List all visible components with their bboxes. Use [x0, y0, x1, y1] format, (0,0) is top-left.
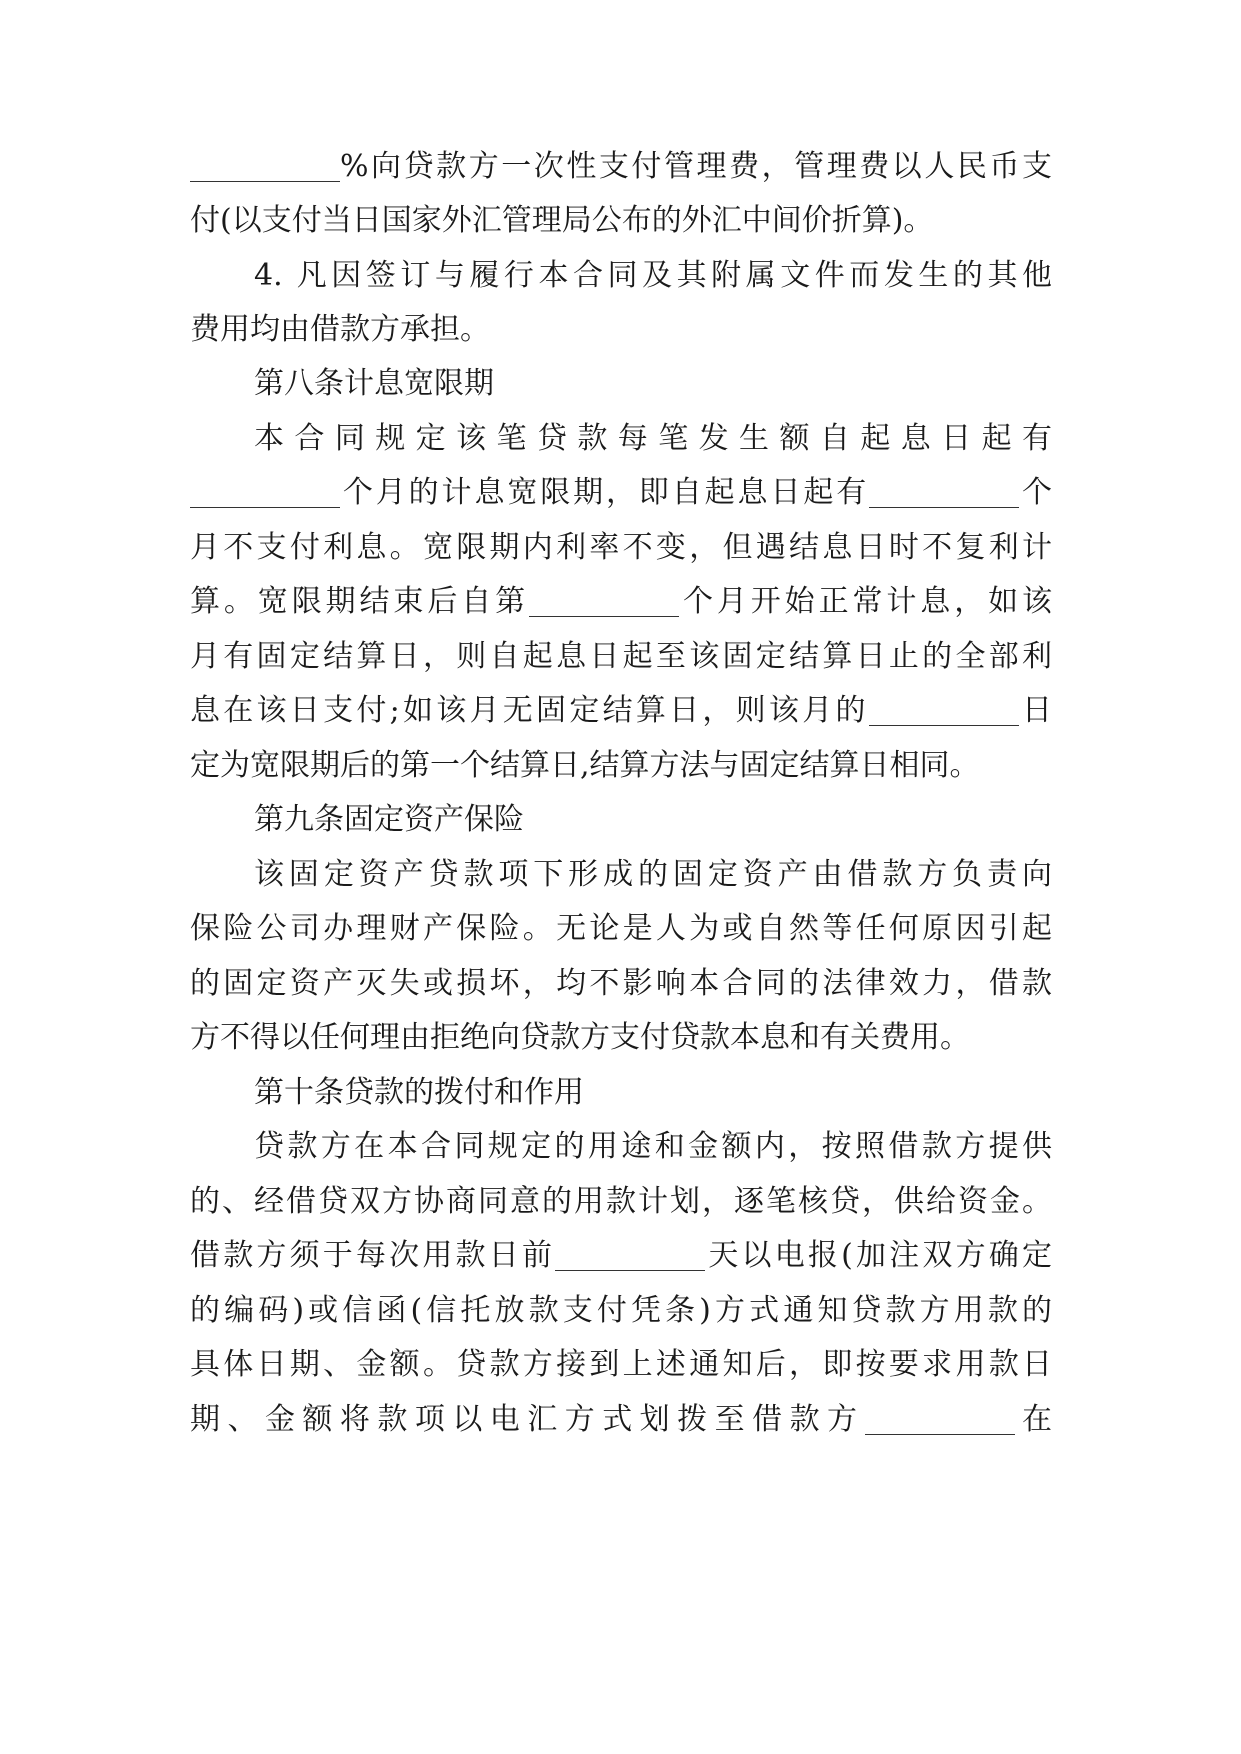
line-text: 4. 凡因签订与履行本合同及其附属文件而发生的其他: [254, 258, 1052, 293]
line-text: 本合同规定该笔贷款每笔发生额自起息日起有: [254, 421, 1052, 456]
text-line: [190, 1289, 1052, 1333]
text-line: [190, 145, 1052, 189]
text-line: [190, 471, 1052, 515]
fill-in-blank: [529, 586, 679, 617]
line-text: %向贷款方一次性支付管理费，管理费以人民币支: [340, 149, 1052, 184]
line-text: 借款方须于每次用款日前: [190, 1238, 556, 1273]
article-8-heading: [254, 362, 1052, 406]
fill-in-blank: [190, 477, 340, 508]
text-line: [190, 744, 1052, 788]
line-text: 息在该日支付;如该月无固定结算日，则该月的: [190, 693, 869, 728]
section-heading: 第十条贷款的拨付和作用: [254, 1075, 584, 1110]
line-text: 该固定资产贷款项下形成的固定资产由借款方负责向: [254, 857, 1052, 892]
line-text: 算。宽限期结束后自第: [190, 584, 530, 619]
line-text: 方不得以任何理由拒绝向贷款方支付贷款本息和有关费用。: [190, 1020, 970, 1055]
text-line: [190, 689, 1052, 733]
text-line: [254, 1125, 1052, 1169]
line-text: 天以电报(加注双方确定: [705, 1238, 1052, 1273]
text-line: [190, 526, 1052, 570]
text-line: [190, 1343, 1052, 1387]
line-text: 个月开始正常计息，如该: [679, 584, 1053, 619]
text-line: [254, 417, 1052, 461]
line-text: 在: [1014, 1402, 1053, 1437]
line-text: 保险公司办理财产保险。无论是人为或自然等任何原因引起: [190, 911, 1052, 946]
text-line: [190, 635, 1052, 679]
line-text: 费用均由借款方承担。: [190, 312, 490, 347]
line-text: 贷款方在本合同规定的用途和金额内，按照借款方提供: [254, 1129, 1052, 1164]
article-9-heading: [254, 798, 1052, 842]
section-heading: 第八条计息宽限期: [254, 366, 494, 401]
line-text: 月有固定结算日，则自起息日起至该固定结算日止的全部利: [190, 639, 1052, 674]
line-text: 日: [1018, 693, 1053, 728]
text-line: [190, 308, 1052, 352]
text-line: [190, 1398, 1052, 1442]
line-text: 的固定资产灭失或损坏，均不影响本合同的法律效力，借款: [190, 966, 1052, 1001]
text-line: [190, 907, 1052, 951]
text-line: [190, 580, 1052, 624]
section-heading: 第九条固定资产保险: [254, 802, 524, 837]
paragraph-item-4: [254, 254, 1052, 298]
line-text: 具体日期、金额。贷款方接到上述通知后，即按要求用款日: [190, 1347, 1052, 1382]
line-text: 的、经借贷双方协商同意的用款计划，逐笔核贷，供给资金。: [190, 1184, 1052, 1219]
line-text: 付(以支付当日国家外汇管理局公布的外汇中间价折算)。: [190, 203, 934, 238]
article-10-heading: [254, 1071, 1052, 1115]
text-line: [190, 199, 1052, 243]
line-text: 期、金额将款项以电汇方式划拨至借款方: [190, 1402, 865, 1437]
line-text: 的编码)或信函(信托放款支付凭条)方式通知贷款方用款的: [190, 1293, 1052, 1328]
text-line: [190, 1016, 1052, 1060]
fill-in-blank: [555, 1240, 705, 1271]
text-line: [254, 853, 1052, 897]
line-text: 月不支付利息。宽限期内利率不变，但遇结息日时不复利计: [190, 530, 1052, 565]
line-text: 定为宽限期后的第一个结算日,结算方法与固定结算日相同。: [190, 748, 980, 783]
line-text: 个月的计息宽限期，即自起息日起有: [340, 475, 870, 510]
line-text: 个: [1019, 475, 1053, 510]
fill-in-blank: [190, 151, 340, 182]
fill-in-blank: [869, 477, 1019, 508]
fill-in-blank: [869, 695, 1019, 726]
text-line: [190, 1234, 1052, 1278]
fill-in-blank: [865, 1404, 1015, 1435]
text-line: [190, 1180, 1052, 1224]
text-line: [190, 962, 1052, 1006]
